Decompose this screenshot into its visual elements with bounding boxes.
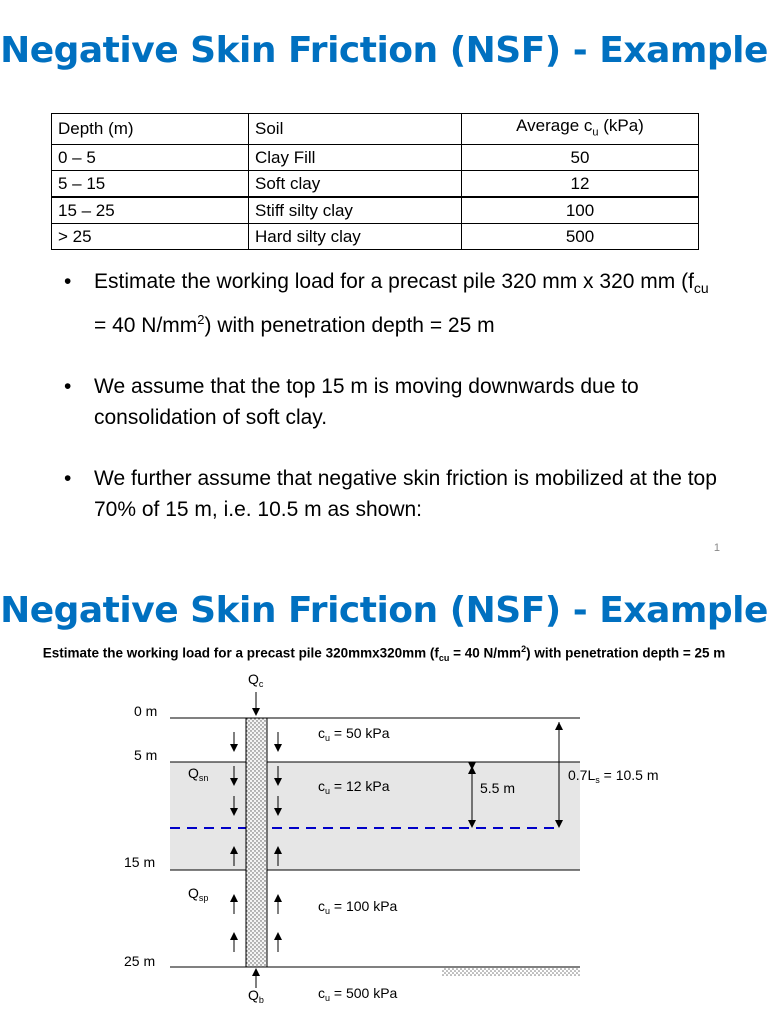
bullet-list [60,266,720,555]
depth-label: 0 m [134,703,158,719]
dimension-label-long: $0.7L_s = 10.5$ m [568,767,659,785]
soil-table [51,113,699,250]
table-cell: Hard silty clay [249,224,462,250]
table-cell: 5 – 15 [52,171,249,198]
depth-label: 5 m [134,747,158,763]
depth-label: 25 m [124,953,156,969]
table-row [52,171,699,198]
bullet-item: • Estimate the working load for a precast pile 320 mm x 320 mm ($f_{cu} = 40$ $N/mm^2$) with penetration depth = 25 m [60,266,720,341]
table-cell: 500 [462,224,699,250]
bullet-dot-icon: • [64,467,72,491]
table-cell: 15 – 25 [52,197,249,224]
table-cell: Clay Fill [249,145,462,171]
table-header-row [52,114,699,145]
table-row [52,197,699,224]
depth-label: 15 m [124,854,156,870]
bullet-item: • We assume that the top 15 m is moving downwards due to consolidation of soft clay. [60,371,720,433]
bullet-item: • We further assume that negative skin friction is mobilized at the top 70% of 15 m, i.e. 10.5 m as shown: [60,463,720,525]
table-header-cell: Depth (m) [52,114,249,145]
layer-label: $c_u = 12$ kPa [318,778,390,796]
dim-arrowhead-icon [555,722,563,730]
table-row [52,224,699,250]
table-cell: 100 [462,197,699,224]
qc-label: $Q_c$ [248,671,264,689]
table-row [52,145,699,171]
table-cell: Stiff silty clay [249,197,462,224]
page-number: 1 [713,542,720,554]
slide-2-subtitle: Estimate the working load for a precast pile 320mmx320mm ($f_{cu} = 40$ $N/mm^2$) with penetration depth = 25 m [42,644,726,664]
dimension-label-short: 5.5 m [480,780,516,796]
table-cell: 50 [462,145,699,171]
qb-label: $Q_b$ [248,987,264,1005]
bullet-dot-icon: • [64,375,72,399]
pile-diagram [0,660,768,1024]
slide-1-title: Negative Skin Friction (NSF) - Example [0,30,768,71]
table-cell: 0 – 5 [52,145,249,171]
table-header-cell: Soil [249,114,462,145]
table-cell: 12 [462,171,699,198]
table-header-cell: Average $c_u$ (kPa) [462,114,699,145]
slide-2-title: Negative Skin Friction (NSF) - Example [0,590,768,631]
qsp-label: $Q_{sp}$ [188,885,209,903]
table-cell: Soft clay [249,171,462,198]
bullet-dot-icon: • [64,270,72,293]
layer-label: $c_u = 500$ kPa [318,985,398,1003]
pile [246,718,267,967]
table-cell: > 25 [52,224,249,250]
layer-label: $c_u = 100$ kPa [318,898,398,916]
ground-hatch [442,968,580,976]
layer-label: $c_u = 50$ kPa [318,725,390,743]
qsn-label: $Q_{sn}$ [188,765,209,783]
